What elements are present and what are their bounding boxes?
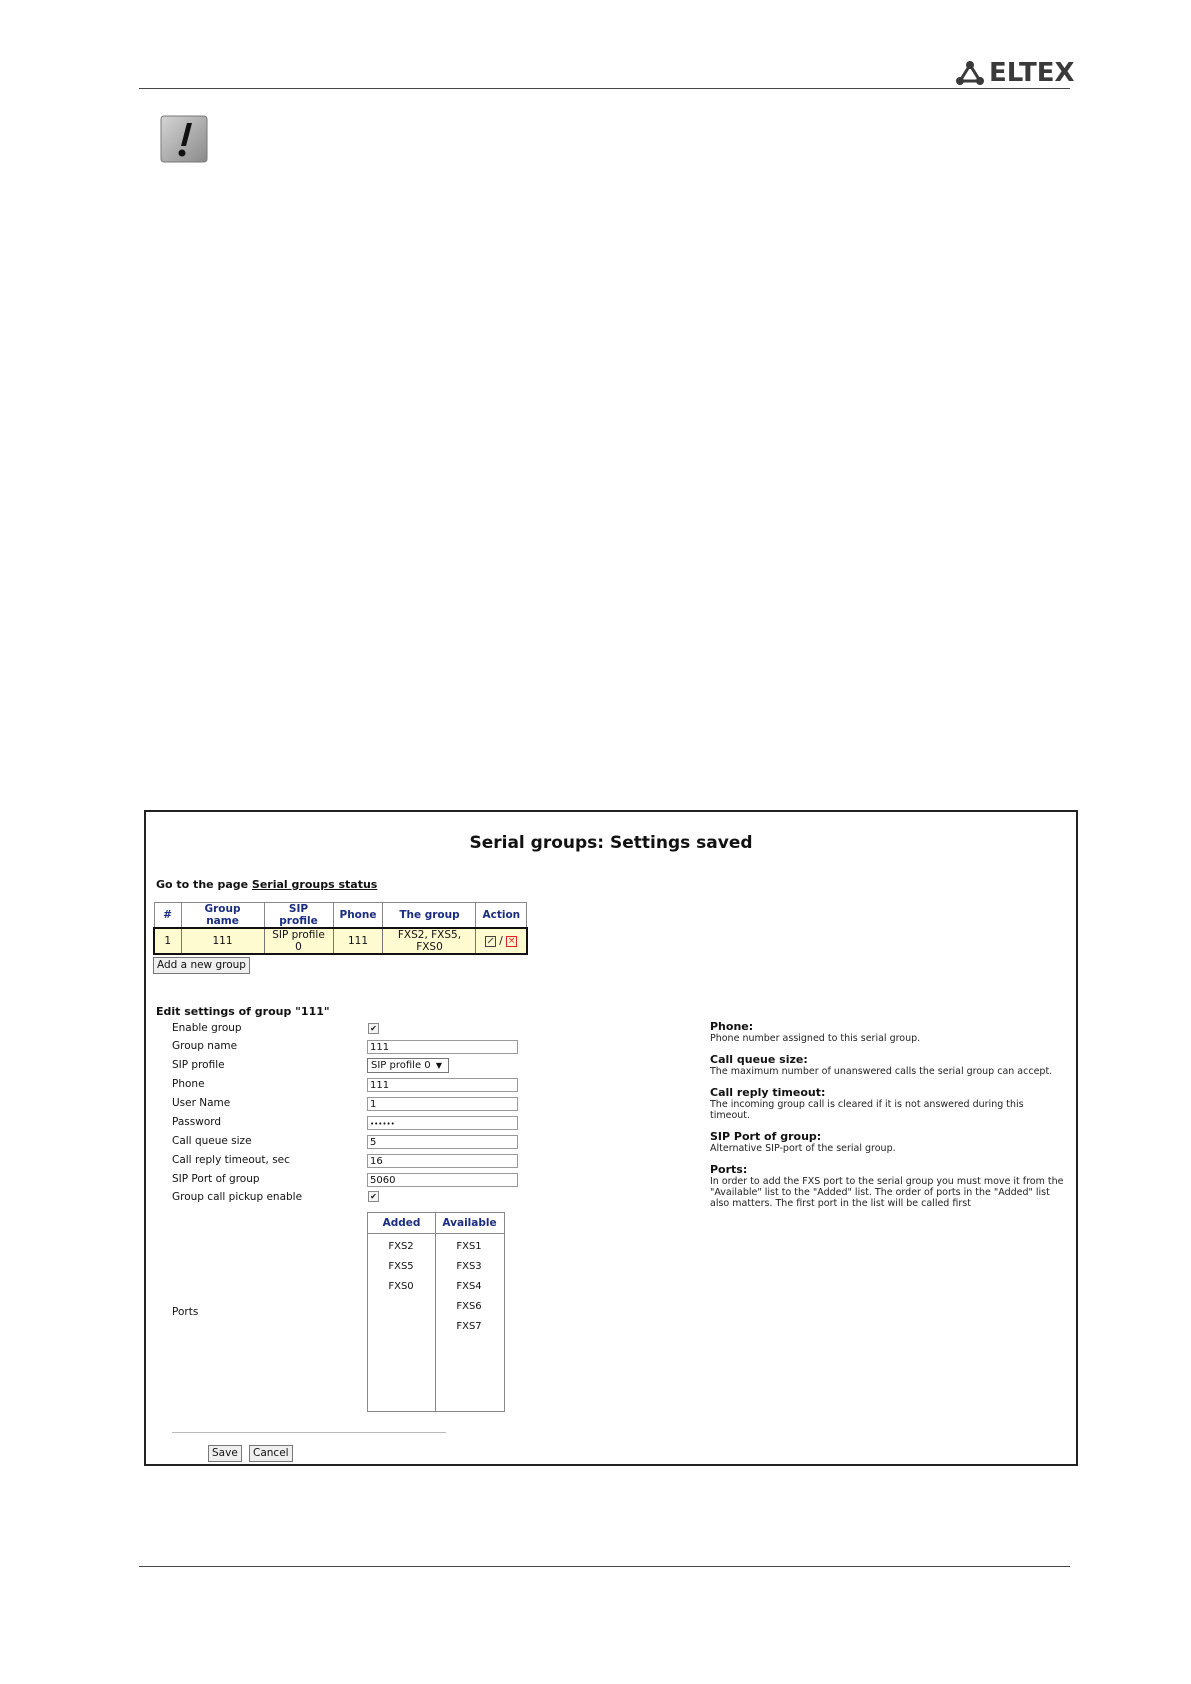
added-header: Added bbox=[368, 1213, 435, 1234]
added-port-item[interactable]: FXS0 bbox=[388, 1281, 414, 1292]
col-group-name: Group name bbox=[181, 903, 264, 929]
help-title: Phone: bbox=[710, 1020, 754, 1033]
help-phone bbox=[710, 1020, 1070, 1044]
available-port-item[interactable]: FXS7 bbox=[456, 1321, 482, 1332]
phone-label: Phone bbox=[172, 1078, 205, 1090]
password-input[interactable]: •••••• bbox=[367, 1116, 518, 1130]
added-port-item[interactable]: FXS5 bbox=[388, 1261, 414, 1272]
add-new-group-button[interactable]: Add a new group bbox=[153, 957, 250, 974]
cell-the-group: FXS2, FXS5, FXS0 bbox=[383, 928, 476, 954]
help-text: The incoming group call is cleared if it is not answered during this timeout. bbox=[710, 1099, 1024, 1121]
call-reply-timeout-label: Call reply timeout, sec bbox=[172, 1154, 290, 1166]
col-sip-profile: SIP profile bbox=[264, 903, 333, 929]
cell-index: 1 bbox=[154, 928, 181, 954]
added-port-item[interactable]: FXS2 bbox=[388, 1241, 414, 1252]
sip-port-input[interactable]: 5060 bbox=[367, 1173, 518, 1187]
delete-icon[interactable]: × bbox=[507, 935, 516, 946]
header-rule bbox=[139, 88, 1070, 89]
goto-line bbox=[156, 878, 377, 891]
settings-screenshot bbox=[144, 810, 1078, 1466]
save-button[interactable]: Save bbox=[208, 1445, 242, 1462]
help-text: The maximum number of unanswered calls the serial group can accept. bbox=[710, 1066, 1053, 1077]
help-ports bbox=[710, 1163, 1070, 1209]
cell-action bbox=[476, 928, 527, 954]
eltex-logo bbox=[955, 58, 1075, 88]
enable-group-label: Enable group bbox=[172, 1022, 242, 1034]
col-index: # bbox=[154, 903, 181, 929]
col-the-group: The group bbox=[383, 903, 476, 929]
user-name-label: User Name bbox=[172, 1097, 231, 1109]
help-text: Alternative SIP-port of the serial group. bbox=[710, 1143, 896, 1154]
serial-groups-status-link[interactable]: Serial groups status bbox=[251, 878, 378, 891]
sip-profile-value: SIP profile 0 bbox=[371, 1060, 431, 1071]
table-header-row bbox=[154, 903, 527, 929]
groups-table bbox=[153, 902, 528, 955]
sip-port-label: SIP Port of group bbox=[172, 1173, 260, 1185]
cell-phone: 111 bbox=[333, 928, 383, 954]
group-name-label: Group name bbox=[172, 1040, 238, 1052]
available-port-item[interactable]: FXS6 bbox=[456, 1301, 482, 1312]
footer-rule bbox=[139, 1566, 1070, 1567]
call-reply-timeout-input[interactable]: 16 bbox=[367, 1154, 518, 1168]
logo-text: ELTEX bbox=[989, 58, 1075, 88]
phone-input[interactable]: 111 bbox=[367, 1078, 518, 1092]
table-row[interactable] bbox=[154, 928, 527, 954]
ports-selector bbox=[367, 1212, 505, 1412]
help-text: In order to add the FXS port to the serial group you must move it from the "Available" list to the "Added" list. The order of ports in the "Added" list also matters. The first port in the list will be called first bbox=[710, 1176, 1064, 1209]
help-call-reply-timeout bbox=[710, 1086, 1040, 1121]
edit-settings-title: Edit settings of group "111" bbox=[156, 1005, 330, 1018]
eltex-logo-icon bbox=[955, 60, 985, 86]
help-title: Call queue size: bbox=[710, 1053, 808, 1066]
action-separator: / bbox=[499, 935, 503, 947]
user-name-input[interactable]: 1 bbox=[367, 1097, 518, 1111]
available-port-item[interactable]: FXS4 bbox=[456, 1281, 482, 1292]
call-queue-size-label: Call queue size bbox=[172, 1135, 252, 1147]
chevron-down-icon: ▼ bbox=[435, 1061, 442, 1070]
available-port-item[interactable]: FXS1 bbox=[456, 1241, 482, 1252]
col-phone: Phone bbox=[333, 903, 383, 929]
ports-label: Ports bbox=[172, 1306, 199, 1318]
pickup-label: Group call pickup enable bbox=[172, 1191, 303, 1203]
goto-prefix: Go to the page bbox=[156, 878, 249, 891]
page-title: Serial groups: Settings saved bbox=[469, 833, 753, 853]
help-sip-port bbox=[710, 1130, 1070, 1154]
cell-sip-profile: SIP profile 0 bbox=[264, 928, 333, 954]
edit-icon[interactable] bbox=[485, 936, 496, 947]
ports-divider bbox=[435, 1213, 436, 1411]
available-header: Available bbox=[435, 1213, 504, 1234]
col-action: Action bbox=[476, 903, 527, 929]
help-call-queue-size bbox=[710, 1053, 1070, 1077]
call-queue-size-input[interactable]: 5 bbox=[367, 1135, 518, 1149]
sip-profile-select[interactable] bbox=[367, 1058, 449, 1073]
available-port-item[interactable]: FXS3 bbox=[456, 1261, 482, 1272]
password-label: Password bbox=[172, 1116, 222, 1128]
cancel-button[interactable]: Cancel bbox=[249, 1445, 293, 1462]
sip-profile-label: SIP profile bbox=[172, 1059, 225, 1071]
help-title: Call reply timeout: bbox=[710, 1086, 826, 1099]
help-title: Ports: bbox=[710, 1163, 748, 1176]
cell-group-name: 111 bbox=[181, 928, 264, 954]
help-title: SIP Port of group: bbox=[710, 1130, 822, 1143]
attention-icon bbox=[160, 115, 208, 163]
pickup-checkbox[interactable]: ✔ bbox=[368, 1191, 379, 1202]
group-name-input[interactable]: 111 bbox=[367, 1040, 518, 1054]
form-separator bbox=[172, 1432, 446, 1433]
enable-group-checkbox[interactable]: ✔ bbox=[368, 1023, 379, 1034]
help-text: Phone number assigned to this serial group. bbox=[710, 1033, 921, 1044]
